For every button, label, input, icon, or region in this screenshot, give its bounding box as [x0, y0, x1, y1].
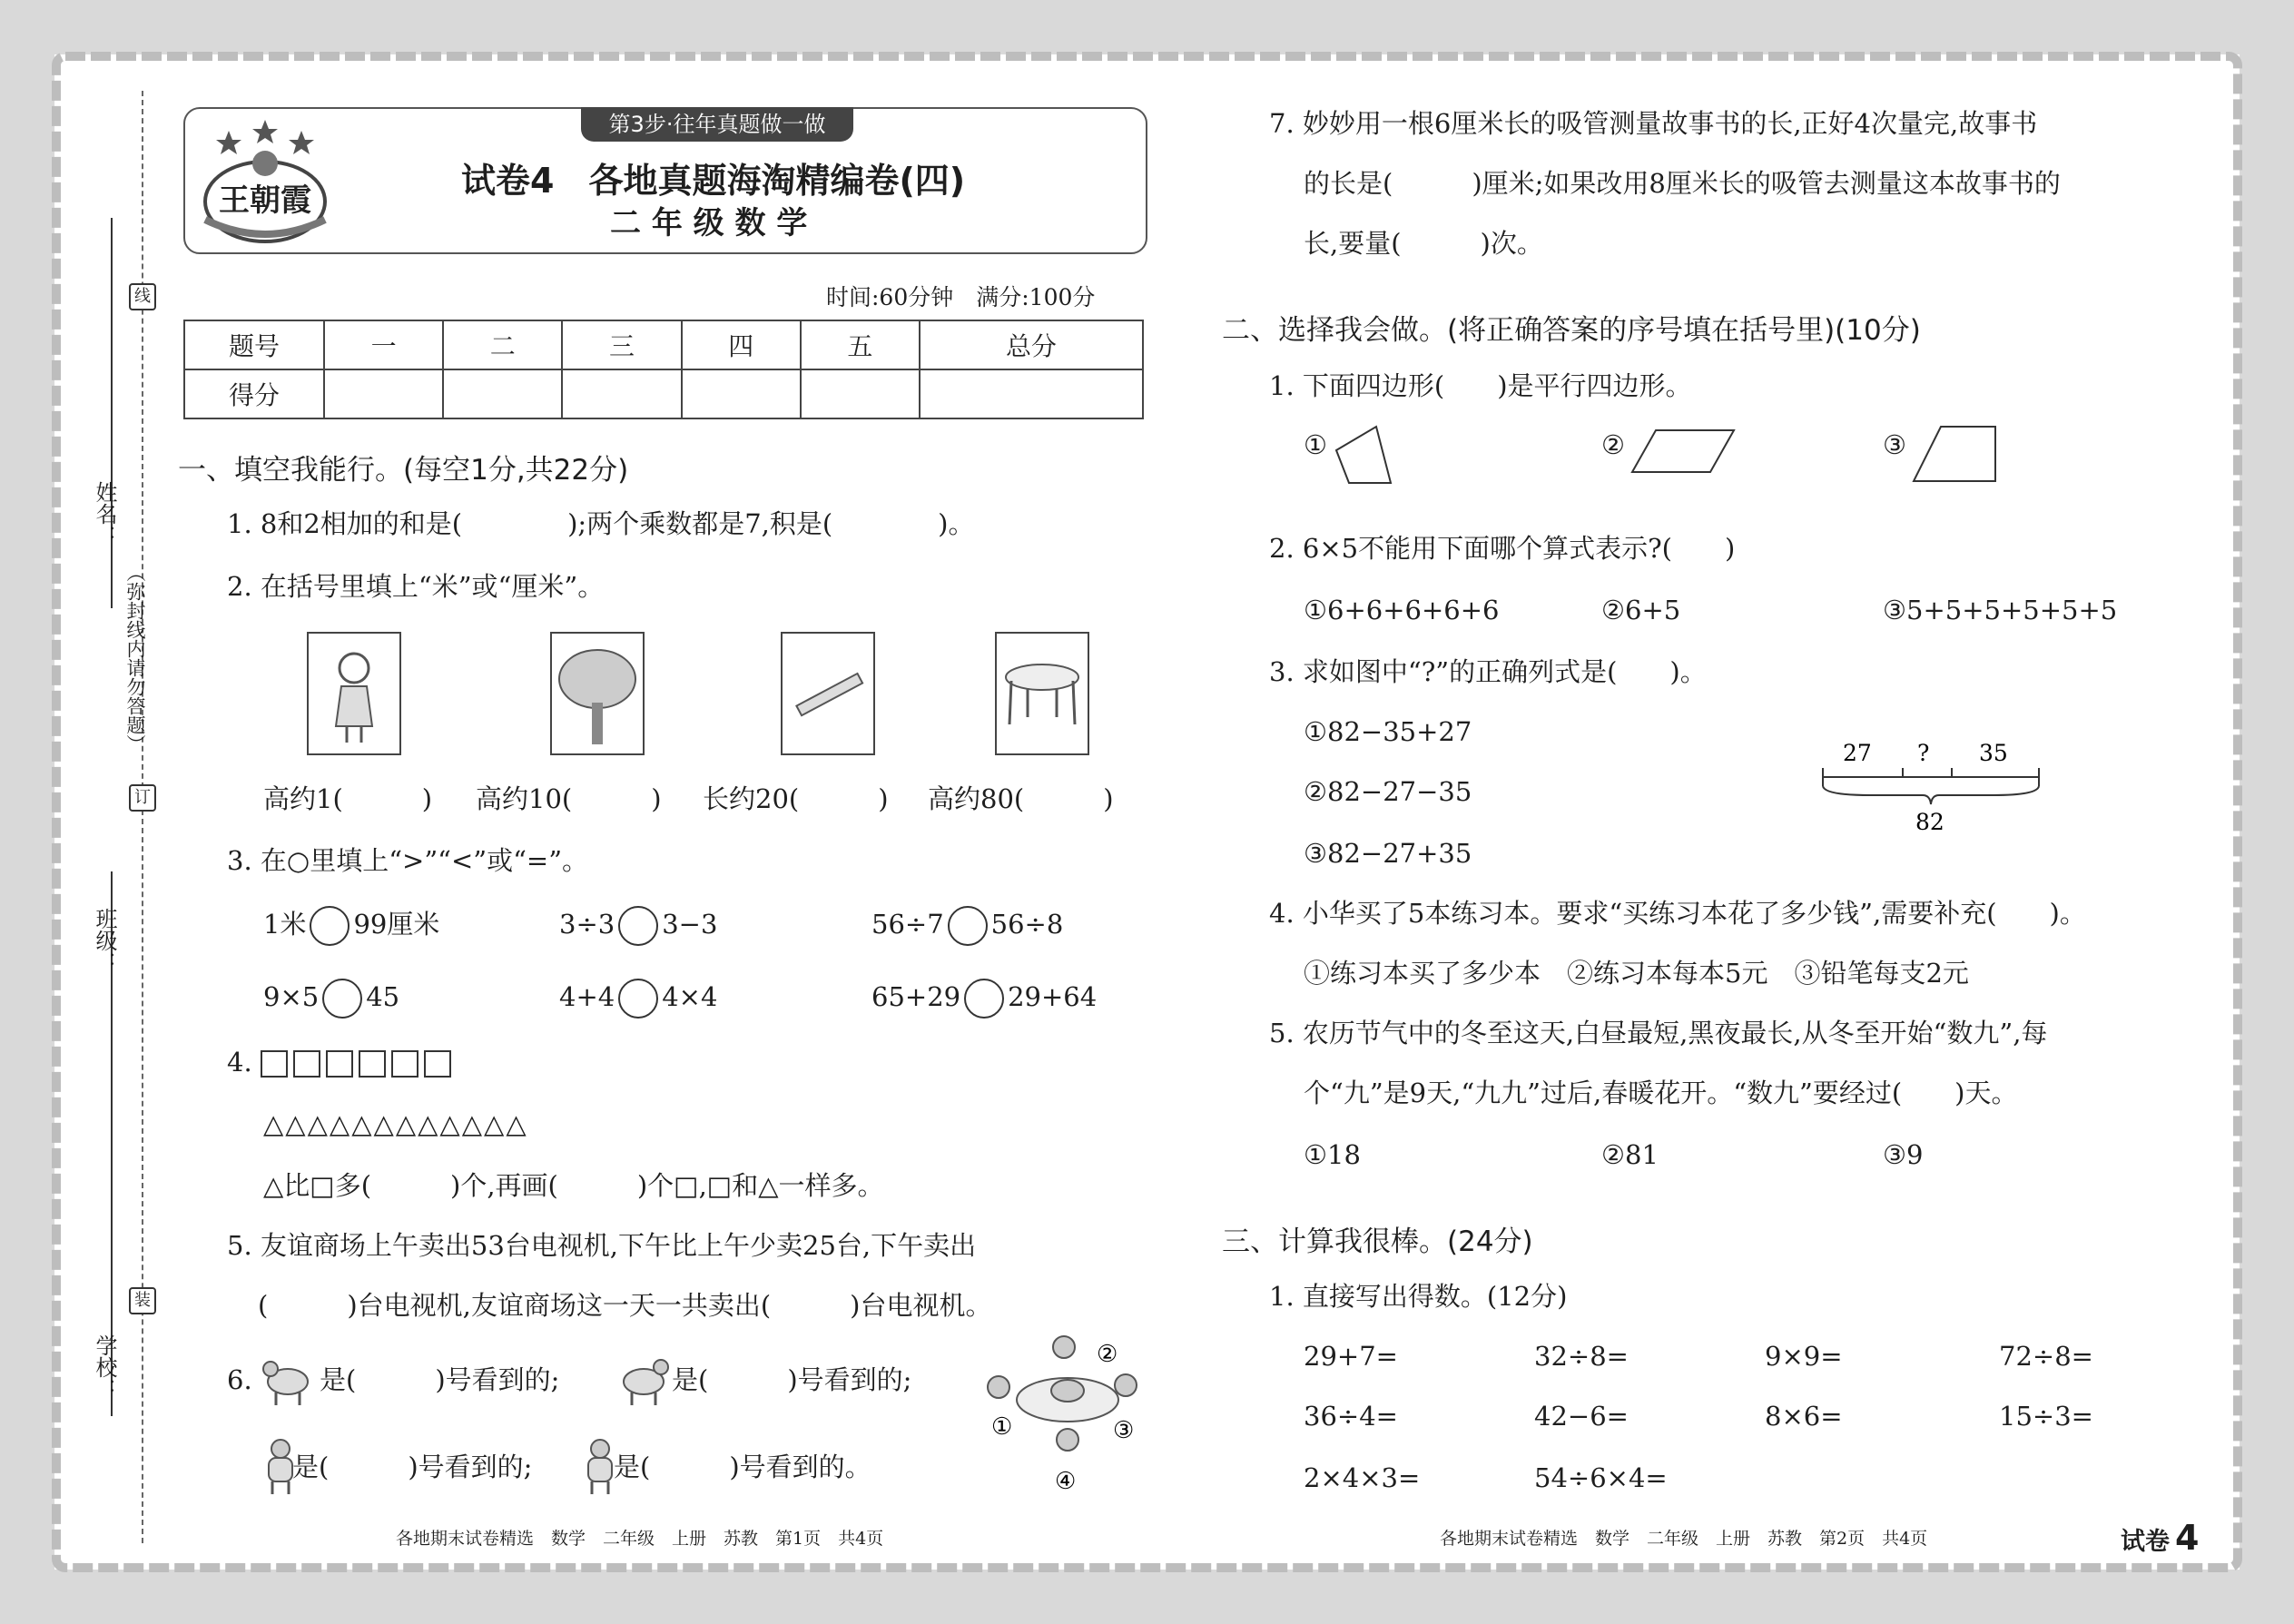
s2-q5-line2: 个“九”是9天,“九九”过后,春暖花开。“数九”要经过( )天。 — [1304, 1078, 2018, 1108]
ruler-image — [781, 632, 875, 755]
s2q2-opt1: ①6+6+6+6+6 — [1304, 595, 1500, 625]
observers-diagram — [977, 1334, 1158, 1498]
exam-title: 试卷4 各地真题海淘精编卷(四) — [461, 161, 966, 201]
class-label: 班级： — [92, 908, 117, 973]
calc-item: 9×9= — [1765, 1341, 1843, 1372]
svg-text:③: ③ — [1113, 1417, 1135, 1444]
q2-answer-2: 高约10( ) — [476, 783, 662, 814]
s2q3-opt2: ②82−27−35 — [1304, 776, 1472, 807]
time-score-info: 时间:60分钟 满分:100分 — [826, 284, 1096, 310]
compare-item: 56÷7 56÷8 — [871, 906, 1063, 946]
school-label: 学校： — [92, 1334, 117, 1400]
s2-q2: 2. 6×5不能用下面哪个算式表示?( ) — [1269, 533, 1736, 564]
q6-line1b: 是( )号看到的; — [672, 1364, 912, 1395]
tree-image — [550, 632, 645, 755]
compare-item: 65+29 29+64 — [871, 979, 1097, 1019]
svg-text:27: 27 — [1843, 740, 1872, 766]
score-table-header: 题号 — [184, 320, 324, 369]
s1-q5-line2: ( )台电视机,友谊商场这一天一共卖出( )台电视机。 — [258, 1290, 992, 1321]
q4-text: △比□多( )个,再画( )个□,□和△一样多。 — [263, 1170, 884, 1201]
seal-char-pack: 装 — [129, 1287, 156, 1314]
s1-q3: 3. 在○里填上“>”“<”或“=”。 — [227, 845, 589, 876]
seal-char-line: 线 — [129, 283, 156, 310]
q6-line1a: 是( )号看到的; — [320, 1364, 560, 1395]
s1-q1: 1. 8和2相加的和是( );两个乘数都是7,积是( )。 — [227, 508, 975, 539]
svg-text:②: ② — [1097, 1341, 1118, 1368]
calc-item: 72÷8= — [1999, 1341, 2093, 1372]
q2-answer-3: 长约20( ) — [703, 783, 889, 814]
s1-q7-line3: 长,要量( )次。 — [1304, 228, 1543, 259]
trapezoid-shape — [1910, 423, 2001, 487]
q4-triangles: △△△△△△△△△△△△ — [263, 1108, 528, 1139]
s1-q7-line2: 的长是( )厘米;如果改用8厘米长的吸管去测量这本故事书的 — [1304, 168, 2061, 199]
calc-item: 15÷3= — [1999, 1401, 2093, 1432]
compare-item: 3÷3 3−3 — [559, 906, 717, 946]
score-cell[interactable] — [682, 369, 801, 418]
score-table-header: 四 — [682, 320, 801, 369]
q6-number: 6. — [227, 1364, 252, 1395]
exam-badge — [2121, 1518, 2199, 1558]
svg-text:82: 82 — [1915, 809, 1944, 835]
name-label: 姓名： — [92, 481, 117, 546]
q2-answer-4: 高约80( ) — [928, 783, 1114, 814]
score-table-header: 一 — [324, 320, 443, 369]
svg-text:④: ④ — [1055, 1468, 1077, 1495]
q2-answer-1: 高约1( ) — [263, 783, 433, 814]
s2q5-opt3: ③9 — [1883, 1139, 1924, 1170]
s2-q1: 1. 下面四边形( )是平行四边形。 — [1269, 370, 1692, 401]
s2q1-opt2: ② — [1601, 429, 1625, 460]
exam-subtitle: 二 年 级 数 学 — [610, 205, 808, 241]
s1-q5-line1: 5. 友谊商场上午卖出53台电视机,下午比上午少卖25台,下午卖出 — [227, 1230, 977, 1261]
score-cell[interactable] — [443, 369, 562, 418]
s2q5-opt1: ①18 — [1304, 1139, 1361, 1170]
parallelogram-shape — [1630, 427, 1739, 477]
seal-char-order: 订 — [129, 784, 156, 812]
s2-q5-line1: 5. 农历节气中的冬至这天,白昼最短,黑夜最长,从冬至开始“数九”,每 — [1269, 1018, 2048, 1048]
score-table-header: 二 — [443, 320, 562, 369]
svg-text:35: 35 — [1979, 740, 2008, 766]
score-table — [183, 320, 1144, 419]
calc-item: 32÷8= — [1534, 1341, 1629, 1372]
score-cell[interactable] — [324, 369, 443, 418]
s2q1-opt3: ③ — [1883, 429, 1906, 460]
s2-q3: 3. 求如图中“?”的正确列式是( )。 — [1269, 656, 1707, 687]
logo-seal-icon — [192, 113, 338, 247]
girl-image — [307, 632, 401, 755]
footer-left: 各地期末试卷精选 数学 二年级 上册 苏教 第1页 共4页 — [396, 1529, 884, 1549]
s2q3-opt1: ①82−35+27 — [1304, 716, 1472, 747]
calc-item: 29+7= — [1304, 1341, 1398, 1372]
table-image — [995, 632, 1089, 755]
calc-item: 2×4×3= — [1304, 1462, 1421, 1493]
step-tag: 第3步·往年真题做一做 — [581, 107, 853, 142]
q6-line2a: 是( )号看到的; — [292, 1452, 533, 1482]
score-table-header: 三 — [562, 320, 681, 369]
compare-item: 1米 99厘米 — [263, 906, 439, 946]
section1-heading: 一、填空我能行。(每空1分,共22分) — [178, 454, 629, 487]
footer-right: 各地期末试卷精选 数学 二年级 上册 苏教 第2页 共4页 — [1440, 1529, 1928, 1549]
svg-text:?: ? — [1917, 740, 1930, 766]
score-cell[interactable] — [801, 369, 920, 418]
badge-label: 试卷 — [2121, 1528, 2170, 1556]
s1-q7-line1: 7. 妙妙用一根6厘米长的吸管测量故事书的长,正好4次量完,故事书 — [1269, 108, 2038, 139]
calc-item: 42−6= — [1534, 1401, 1629, 1432]
s2q2-opt3: ③5+5+5+5+5+5 — [1883, 595, 2118, 625]
calc-item: 8×6= — [1765, 1401, 1843, 1432]
badge-number: 4 — [2175, 1518, 2200, 1558]
s2q5-opt2: ②81 — [1601, 1139, 1659, 1170]
deer-side-icon — [614, 1349, 674, 1409]
s1-q2: 2. 在括号里填上“米”或“厘米”。 — [227, 571, 605, 602]
score-cell[interactable] — [562, 369, 681, 418]
s1-q4: 4. — [227, 1044, 457, 1080]
s2q4-opts: ①练习本买了多少本 ②练习本每本5元 ③铅笔每支2元 — [1304, 958, 1969, 989]
calc-item: 54÷6×4= — [1534, 1462, 1668, 1493]
s2-q4: 4. 小华买了5本练习本。要求“买练习本花了多少钱”,需要补充( )。 — [1269, 898, 2086, 929]
score-cell[interactable] — [920, 369, 1143, 418]
segment-diagram — [1816, 739, 2052, 839]
q6-line2b: 是( )号看到的。 — [614, 1452, 871, 1482]
score-table-header: 总分 — [920, 320, 1143, 369]
compare-item: 9×5 45 — [263, 979, 399, 1019]
calc-item: 36÷4= — [1304, 1401, 1398, 1432]
section3-heading: 三、计算我很棒。(24分) — [1222, 1225, 1533, 1258]
quad-shape-1 — [1333, 423, 1396, 487]
s2q2-opt2: ②6+5 — [1601, 595, 1681, 625]
seal-note: （弥封线内请勿答题） — [124, 563, 146, 753]
s3-q1: 1. 直接写出得数。(12分) — [1269, 1281, 1568, 1312]
compare-item: 4+4 4×4 — [559, 979, 717, 1019]
svg-text:王朝霞: 王朝霞 — [219, 182, 311, 219]
deer-front-icon — [258, 1349, 318, 1409]
s2q3-opt3: ③82−27+35 — [1304, 838, 1472, 869]
s2q1-opt1: ① — [1304, 429, 1327, 460]
score-row-label: 得分 — [184, 369, 324, 418]
name-line — [111, 218, 113, 608]
score-table-header: 五 — [801, 320, 920, 369]
section2-heading: 二、选择我会做。(将正确答案的序号填在括号里)(10分) — [1222, 314, 1921, 347]
svg-text:①: ① — [991, 1413, 1013, 1441]
